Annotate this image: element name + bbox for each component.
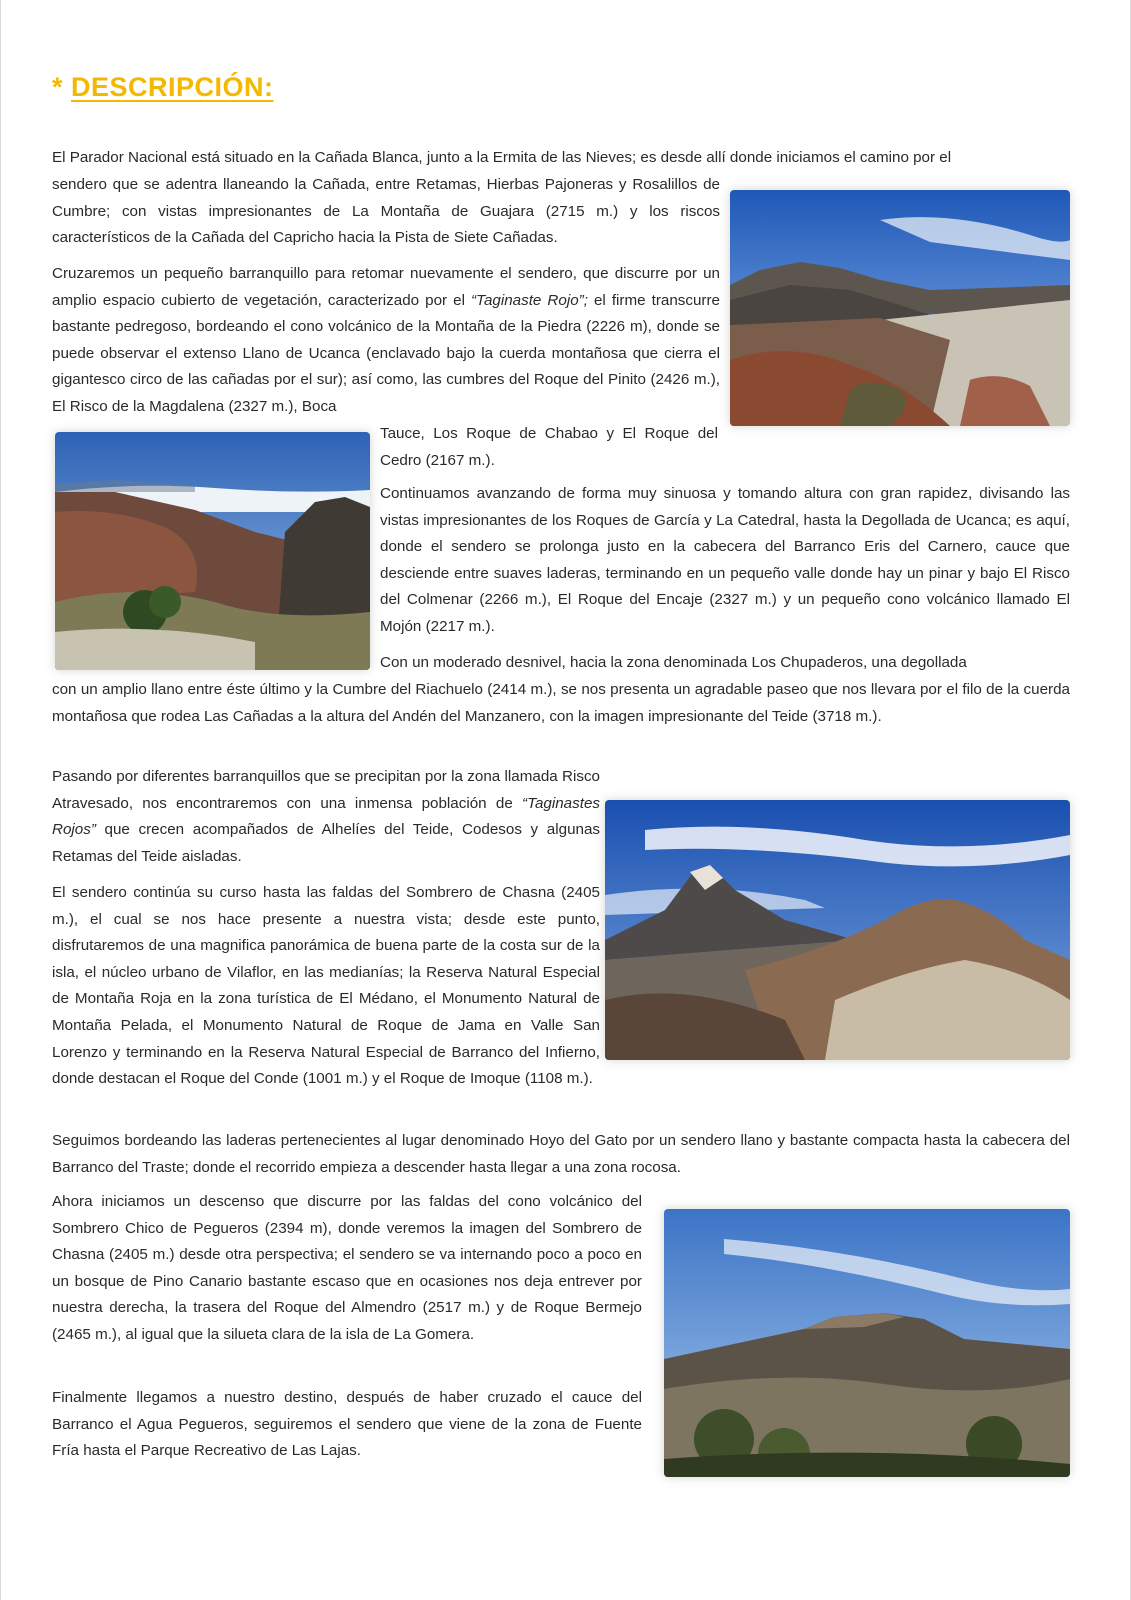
paragraph-2-continued: Tauce, Los Roque de Chabao y El Roque del Cedro (2167 m.). (380, 425, 718, 469)
italic-taginastes-rojos: “Taginastes Rojos” (52, 794, 600, 839)
italic-taginaste-rojo: “Taginaste Rojo”; (471, 291, 588, 309)
heading-star: * (52, 72, 72, 102)
photo-sombrero-view (664, 1209, 1070, 1477)
paragraph-4-start: Con un moderado desnivel, hacia la zona denominada Los Chupaderos, una degollada (380, 654, 967, 671)
page-left-edge (0, 0, 1, 1600)
paragraph-2: Cruzaremos un pequeño barranquillo para retomar nuevamente el sendero, que discurre por un amplio espacio cubierto de vegetación, caracterizado por el “Taginaste Rojo”; el firme transcurre bastante pedregoso, bordeando el cono volcánico de la Montaña de la Piedra (2226 m), donde se puede observar el extenso Llano de Ucanca (enclavado bajo la cuerda montañosa que cierra el gigantesco circo de las cañadas por el sur); así como, las cumbres del Roque del Pinito (2426 m.), El Risco de la Magdalena (2327 m.), Boca (52, 265, 720, 415)
paragraph-6: El sendero continúa su curso hasta las faldas del Sombrero de Chasna (2405 m.), el cual se nos hace presente a nuestra vista; desde este punto, disfrutaremos de una magnifica panorámica de buena parte de la costa sur de la isla, el núcleo urbano de Vilaflor, en las medianías; la Reserva Natural Especial de Montaña Roja en la zona turística de El Médano, el Monumento Natural de Montaña Pelada, el Monumento Natural de Roque de Jama en Valle San Lorenzo y terminando en la Reserva Natural Especial de Barranco del Infierno, donde destacan el Roque del Conde (1001 m.) y el Roque de Imoque (1108 m.). (52, 884, 600, 1088)
paragraph-5: Pasando por diferentes barranquillos que se precipitan por la zona llamada Risco Atravesado, nos encontraremos con una inmensa población de “Taginastes Rojos” que crecen acompañados de Alhelíes del Teide, Codesos y algunas Retamas del Teide aisladas. (52, 768, 600, 865)
paragraph-4-rest: con un amplio llano entre éste último y la Cumbre del Riachuelo (2414 m.), se nos presenta un agradable paseo que nos llevara por el filo de la cuerda montañosa que rodea Las Cañadas a la altura del Andén del Manzanero, con la imagen impresionante del Teide (3718 m.). (52, 681, 1070, 725)
heading-title: DESCRIPCIÓN: (71, 72, 274, 102)
paragraph-1-rest: sendero que se adentra llaneando la Cañada, entre Retamas, Hierbas Pajoneras y Rosalillos de Cumbre; con vistas impresionantes de La Montaña de Guajara (2715 m.) y los riscos característicos de la Cañada del Capricho hacia la Pista de Siete Cañadas. (52, 176, 720, 247)
paragraph-9: Finalmente llegamos a nuestro destino, después de haber cruzado el cauce del Barranco el Agua Pegueros, seguiremos el sendero que viene de la zona de Fuente Fría hasta el Parque Recreativo de Las Lajas. (52, 1389, 642, 1460)
section-heading (52, 72, 274, 103)
paragraph-3: Continuamos avanzando de forma muy sinuosa y tomando altura con gran rapidez, divisando las vistas impresionantes de los Roques de García y La Catedral, hasta la Degollada de Ucanca; es aquí, donde el sendero se prolonga justo en la cabecera del Barranco Eris del Carnero, cauce que desciende entre suaves laderas, terminando en un pequeño valle donde hay un pinar y bajo El Risco del Colmenar (2266 m.), El Roque del Encaje (2327 m.) y un pequeño cono volcánico llamado El Mojón (2217 m.). (380, 485, 1070, 635)
photo-valley-pines (55, 432, 370, 670)
photo-teide-view (605, 800, 1070, 1060)
paragraph-7: Seguimos bordeando las laderas pertenecientes al lugar denominado Hoyo del Gato por un sendero llano y bastante compacta hasta la cabecera del Barranco del Traste; donde el recorrido empieza a descender hasta llegar a una zona rocosa. (52, 1132, 1070, 1176)
paragraph-8: Ahora iniciamos un descenso que discurre por las faldas del cono volcánico del Sombrero Chico de Pegueros (2394 m), donde veremos la imagen del Sombrero de Chasna (2405 m.) desde otra perspectiva; el sendero se va internando poco a poco en un bosque de Pino Canario bastante escaso que en ocasiones nos deja entrever por nuestra derecha, la trasera del Roque del Almendro (2517 m.) y de Roque Bermejo (2465 m.), al igual que la silueta clara de la isla de La Gomera. (52, 1193, 642, 1343)
photo-canada-landscape (730, 190, 1070, 426)
paragraph-1-line-1: El Parador Nacional está situado en la Cañada Blanca, junto a la Ermita de las Nieves; es desde allí donde iniciamos el camino por el (52, 149, 952, 166)
